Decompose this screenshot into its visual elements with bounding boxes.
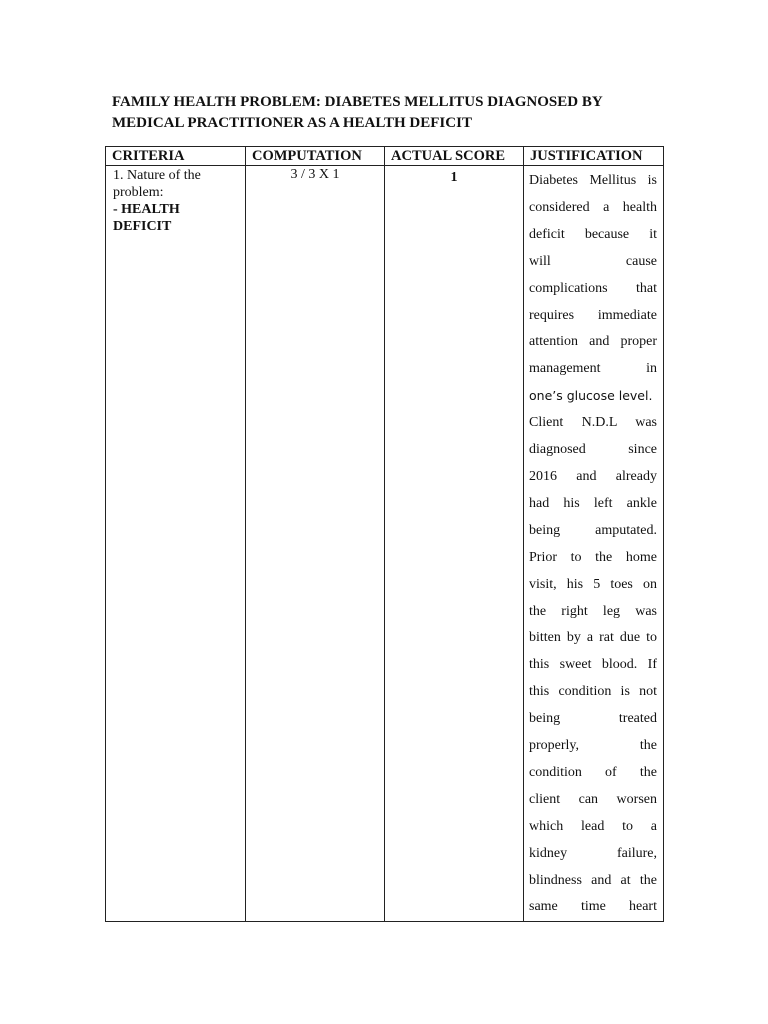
justification-line: properly, the xyxy=(529,738,657,754)
criteria-bold-line-1: - HEALTH xyxy=(113,202,180,217)
header-actual-score: ACTUAL SCORE xyxy=(385,147,524,166)
justification-line: management in xyxy=(529,361,657,377)
justification-line: being treated xyxy=(529,711,657,727)
criteria-bold-line-2: DEFICIT xyxy=(113,219,172,234)
actual-score-cell xyxy=(385,166,524,922)
scoring-table xyxy=(105,146,664,922)
justification-line: same time heart xyxy=(529,899,657,915)
justification-line: had his left ankle xyxy=(529,495,657,511)
justification-line: complications that xyxy=(529,280,657,296)
header-criteria: CRITERIA xyxy=(106,147,246,166)
justification-line: being amputated. xyxy=(529,522,657,538)
justification-line: Client N.D.L was xyxy=(529,415,657,431)
criteria-cell xyxy=(106,166,246,922)
justification-line: will cause xyxy=(529,253,657,269)
title-line-2: MEDICAL PRACTITIONER AS A HEALTH DEFICIT xyxy=(112,115,472,131)
justification-line: Prior to the home xyxy=(529,549,657,565)
justification-line: 2016 and already xyxy=(529,468,657,484)
actual-score-value: 1 xyxy=(450,170,458,185)
justification-line: the right leg was xyxy=(529,603,657,619)
justification-line: client can worsen xyxy=(529,791,657,807)
computation-cell xyxy=(246,166,385,922)
justification-line: kidney failure, xyxy=(529,845,657,861)
table-header-row xyxy=(106,147,664,166)
justification-line: one’s glucose level. xyxy=(529,388,653,404)
title-line-1: FAMILY HEALTH PROBLEM: DIABETES MELLITUS DIAGNOSED BY xyxy=(112,94,603,110)
justification-line: considered a health xyxy=(529,199,657,215)
justification-line: Diabetes Mellitus is xyxy=(529,173,657,188)
justification-line: this condition is not xyxy=(529,684,657,700)
justification-line: which lead to a xyxy=(529,818,657,834)
justification-cell xyxy=(524,166,664,922)
justification-line: condition of the xyxy=(529,764,657,780)
header-justification: JUSTIFICATION xyxy=(524,147,664,166)
table-row xyxy=(106,166,664,922)
justification-line: blindness and at the xyxy=(529,872,657,888)
justification-line: bitten by a rat due to xyxy=(529,630,657,646)
justification-line: diagnosed since xyxy=(529,442,657,458)
criteria-text-line-1: 1. Nature of the xyxy=(113,168,201,183)
document-title xyxy=(112,92,672,134)
justification-text xyxy=(524,166,663,921)
justification-line: requires immediate xyxy=(529,307,657,323)
header-computation: COMPUTATION xyxy=(246,147,385,166)
justification-line: this sweet blood. If xyxy=(529,657,657,673)
justification-line: deficit because it xyxy=(529,226,657,242)
justification-line: visit, his 5 toes on xyxy=(529,576,657,592)
computation-value: 3 / 3 X 1 xyxy=(290,167,340,182)
criteria-text-line-2: problem: xyxy=(113,185,164,200)
justification-line: attention and proper xyxy=(529,334,657,350)
